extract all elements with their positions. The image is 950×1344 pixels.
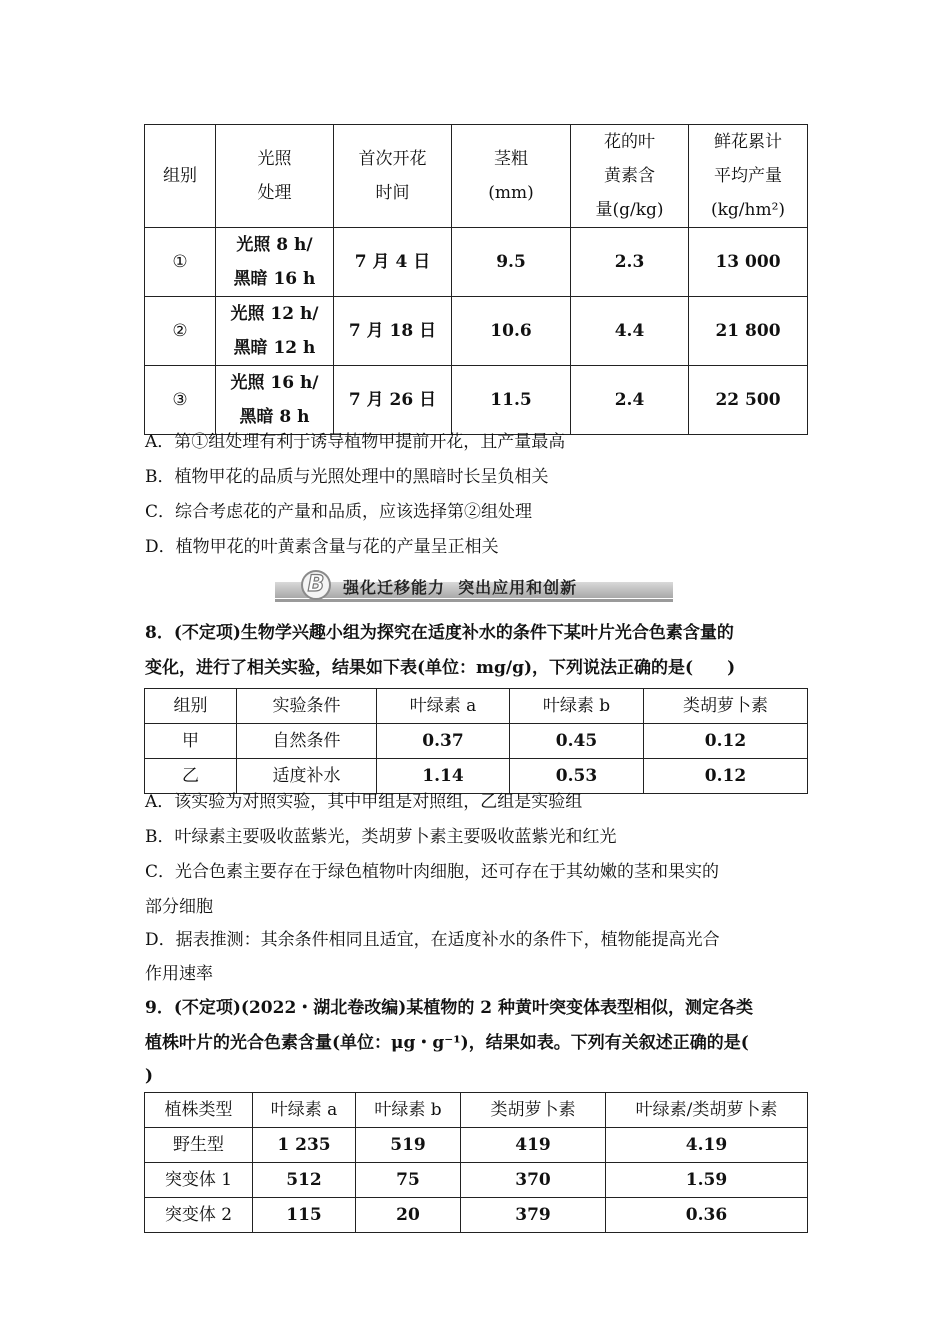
table-cell: 4.4 <box>571 297 689 366</box>
table-cell: 512 <box>253 1163 356 1198</box>
table-cell: 22 500 <box>689 366 808 435</box>
table-cell: 21 800 <box>689 297 808 366</box>
table-cell: 7 月 26 日 <box>334 366 452 435</box>
table-cell: 9.5 <box>452 228 571 297</box>
header-cell: 叶绿素 b <box>356 1093 461 1128</box>
q7-option-c: C．综合考虑花的产量和品质，应该选择第②组处理 <box>145 502 533 522</box>
header-cell: 植株类型 <box>145 1093 253 1128</box>
table-cell: 379 <box>461 1198 606 1233</box>
table-cell: 0.12 <box>644 724 808 759</box>
table-cell: 0.53 <box>510 759 644 794</box>
table-header-row <box>145 125 808 228</box>
header-cell: 叶绿素/类胡萝卜素 <box>606 1093 808 1128</box>
banner-underline <box>275 599 673 602</box>
table-row <box>145 724 808 759</box>
q9-stem-line: ) <box>145 1066 154 1086</box>
q8-option-line: D．据表推测：其余条件相同且适宜，在适度补水的条件下，植物能提高光合 <box>145 930 720 950</box>
table-mutant-pigments <box>144 1092 808 1233</box>
table-cell: 20 <box>356 1198 461 1233</box>
table-cell: 适度补水 <box>237 759 377 794</box>
header-cell: 茎粗 (mm) <box>452 125 571 228</box>
table-row <box>145 228 808 297</box>
table-cell: 1 235 <box>253 1128 356 1163</box>
table-cell: 419 <box>461 1128 606 1163</box>
table-cell: 乙 <box>145 759 237 794</box>
table-cell: 4.19 <box>606 1128 808 1163</box>
q8-option-line: A．该实验为对照实验，其中甲组是对照组，乙组是实验组 <box>145 792 583 812</box>
header-cell: 叶绿素 a <box>253 1093 356 1128</box>
table-cell: ② <box>145 297 216 366</box>
table-cell: 519 <box>356 1128 461 1163</box>
table-row <box>145 1128 808 1163</box>
table-row <box>145 297 808 366</box>
header-cell: 实验条件 <box>237 689 377 724</box>
header-cell: 叶绿素 b <box>510 689 644 724</box>
table-row <box>145 759 808 794</box>
table-cell: ③ <box>145 366 216 435</box>
table-cell: ① <box>145 228 216 297</box>
section-letter-icon: B <box>301 570 331 600</box>
table-flowering <box>144 124 808 435</box>
q8-option-line: 部分细胞 <box>145 897 213 917</box>
table-cell: 0.45 <box>510 724 644 759</box>
table-cell: 75 <box>356 1163 461 1198</box>
header-cell: 叶绿素 a <box>377 689 510 724</box>
table-cell: 115 <box>253 1198 356 1233</box>
table-cell: 0.12 <box>644 759 808 794</box>
table-header-row <box>145 689 808 724</box>
q8-stem-line: 8．(不定项)生物学兴趣小组为探究在适度补水的条件下某叶片光合色素含量的 <box>145 623 734 643</box>
table-cell: 光照 8 h/ 黑暗 16 h <box>216 228 334 297</box>
header-cell: 首次开花 时间 <box>334 125 452 228</box>
table-cell: 11.5 <box>452 366 571 435</box>
table-cell: 7 月 4 日 <box>334 228 452 297</box>
table-row <box>145 1163 808 1198</box>
table-cell: 10.6 <box>452 297 571 366</box>
table-cell: 1.59 <box>606 1163 808 1198</box>
table-header-row <box>145 1093 808 1128</box>
section-banner <box>275 570 673 603</box>
q7-option-a: A．第①组处理有利于诱导植物甲提前开花，且产量最高 <box>145 432 566 452</box>
table-cell: 自然条件 <box>237 724 377 759</box>
q8-option-line: B．叶绿素主要吸收蓝紫光，类胡萝卜素主要吸收蓝紫光和红光 <box>145 827 617 847</box>
q9-stem-line: 植株叶片的光合色素含量(单位：μg・g⁻¹)，结果如表。下列有关叙述正确的是( <box>145 1033 749 1053</box>
table-row <box>145 1198 808 1233</box>
q7-option-b: B．植物甲花的品质与光照处理中的黑暗时长呈负相关 <box>145 467 549 487</box>
header-cell: 组别 <box>145 125 216 228</box>
header-cell: 类胡萝卜素 <box>461 1093 606 1128</box>
table-cell: 370 <box>461 1163 606 1198</box>
table-cell: 0.37 <box>377 724 510 759</box>
header-cell: 鲜花累计 平均产量 (kg/hm²) <box>689 125 808 228</box>
table-cell: 0.36 <box>606 1198 808 1233</box>
table-cell: 突变体 1 <box>145 1163 253 1198</box>
table-cell: 7 月 18 日 <box>334 297 452 366</box>
table-cell: 2.4 <box>571 366 689 435</box>
q8-stem-line: 变化，进行了相关实验，结果如下表(单位：mg/g)，下列说法正确的是( ) <box>145 658 736 678</box>
q8-option-line: C．光合色素主要存在于绿色植物叶肉细胞，还可存在于其幼嫩的茎和果实的 <box>145 862 720 882</box>
table-cell: 光照 12 h/ 黑暗 12 h <box>216 297 334 366</box>
table-cell: 13 000 <box>689 228 808 297</box>
table-cell: 甲 <box>145 724 237 759</box>
table-cell: 1.14 <box>377 759 510 794</box>
header-cell: 光照 处理 <box>216 125 334 228</box>
table-row <box>145 366 808 435</box>
banner-title: 强化迁移能力 突出应用和创新 <box>343 578 578 597</box>
q9-stem-line: 9．(不定项)(2022・湖北卷改编)某植物的 2 种黄叶突变体表型相似，测定各类 <box>145 998 753 1018</box>
q7-option-d: D．植物甲花的叶黄素含量与花的产量呈正相关 <box>145 537 499 557</box>
table-cell: 突变体 2 <box>145 1198 253 1233</box>
table-cell: 2.3 <box>571 228 689 297</box>
q8-option-line: 作用速率 <box>145 964 213 984</box>
table-cell: 光照 16 h/ 黑暗 8 h <box>216 366 334 435</box>
table-cell: 野生型 <box>145 1128 253 1163</box>
header-cell: 花的叶 黄素含 量(g/kg) <box>571 125 689 228</box>
header-cell: 类胡萝卜素 <box>644 689 808 724</box>
header-cell: 组别 <box>145 689 237 724</box>
table-pigment-water <box>144 688 808 794</box>
